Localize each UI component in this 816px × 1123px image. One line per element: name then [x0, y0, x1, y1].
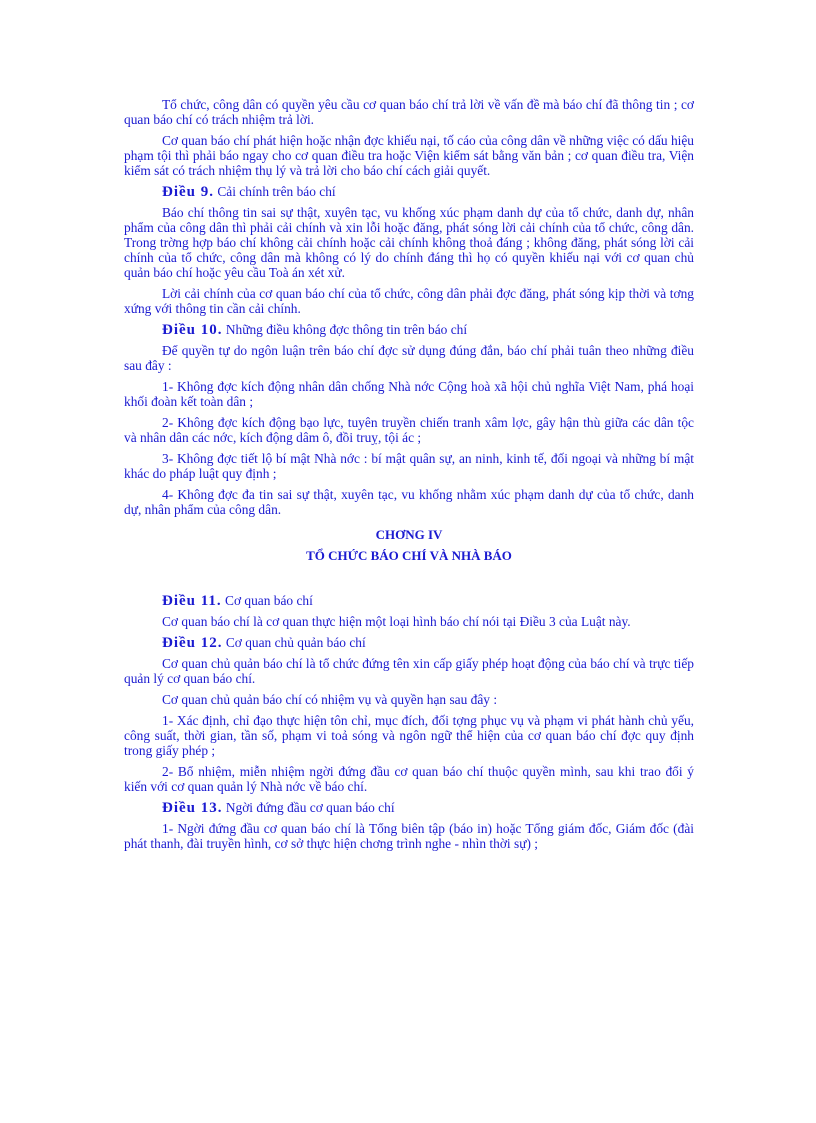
article-title: Những điều không đợc thông tin trên báo chí	[225, 322, 468, 337]
article-number: Điều 9.	[162, 184, 214, 200]
article-11-heading	[124, 593, 694, 609]
article-9-heading	[124, 184, 694, 200]
article-10-heading	[124, 322, 694, 338]
chapter-title: TỔ CHỨC BÁO CHÍ VÀ NHÀ BÁO	[306, 548, 512, 563]
paragraph: Báo chí thông tin sai sự thật, xuyên tạc, vu khống xúc phạm danh dự của tổ chức, danh dự, nhân phẩm của công dân thì phải cải chính và xin lỗi hoặc đăng, phát sóng lời cải chính của tổ chức, công dân. Trong trờng hợp báo chí không cải chính hoặc cải chính không thoả đáng ; không đăng, phát sóng lời cải chính của tổ chức, công dân mà không có lý do chính đáng thì họ có quyền khiếu nại với cơ quan chủ quản báo chí hoặc yêu cầu Toà án xét xử.	[124, 205, 694, 280]
paragraph: Cơ quan báo chí là cơ quan thực hiện một loại hình báo chí nói tại Điều 3 của Luật này.	[162, 614, 631, 629]
document-page	[124, 97, 694, 857]
list-item: 2- Không đợc kích động bạo lực, tuyên truyền chiến tranh xâm lợc, gây hận thù giữa các dân tộc và nhân dân các nớc, kích động dâm ô, đồi truỵ, tội ác ;	[124, 415, 694, 445]
article-title: Cải chính trên báo chí	[217, 184, 336, 199]
paragraph: Lời cải chính của cơ quan báo chí của tổ chức, công dân phải đợc đăng, phát sóng kịp thời và tơng xứng với thông tin cần cải chính.	[124, 286, 694, 316]
article-13-heading	[124, 800, 694, 816]
article-12-heading	[124, 635, 694, 651]
article-number: Điều 11.	[162, 593, 222, 609]
list-item: 4- Không đợc đa tin sai sự thật, xuyên tạc, vu khống nhằm xúc phạm danh dự của tổ chức, danh dự, nhân phẩm của công dân.	[124, 487, 694, 517]
paragraph: Cơ quan báo chí phát hiện hoặc nhận đợc khiếu nại, tố cáo của công dân về những việc có dấu hiệu phạm tội thì phải báo ngay cho cơ quan điều tra hoặc Viện kiểm sát bằng văn bản ; cơ quan điều tra, Viện kiểm sát có trách nhiệm thụ lý và trả lời cho báo chí cách giải quyết.	[124, 133, 694, 178]
list-item: 3- Không đợc tiết lộ bí mật Nhà nớc : bí mật quân sự, an ninh, kinh tế, đối ngoại và những bí mật khác do pháp luật quy định ;	[124, 451, 694, 481]
list-item: 1- Không đợc kích động nhân dân chống Nhà nớc Cộng hoà xã hội chủ nghĩa Việt Nam, phá hoại khối đoàn kết toàn dân ;	[124, 379, 694, 409]
chapter-label: CHƠNG IV	[375, 527, 443, 542]
article-title: Cơ quan chủ quản báo chí	[225, 635, 366, 650]
paragraph: Tổ chức, công dân có quyền yêu cầu cơ quan báo chí trả lời về vấn đề mà báo chí đã thông tin ; cơ quan báo chí có trách nhiệm trả lời.	[124, 97, 694, 127]
list-item: 1- Xác định, chỉ đạo thực hiện tôn chỉ, mục đích, đối tợng phục vụ và phạm vi phát hành chủ yếu, công suất, thời gian, tần số, phạm vi toả sóng và ngôn ngữ thể hiện của cơ quan báo chí đợc quy định trong giấy phép ;	[124, 713, 694, 758]
list-item: 2- Bổ nhiệm, miễn nhiệm ngời đứng đầu cơ quan báo chí thuộc quyền mình, sau khi trao đổi ý kiến với cơ quan quản lý Nhà nớc về báo chí.	[124, 764, 694, 794]
article-number: Điều 12.	[162, 635, 223, 651]
paragraph: Để quyền tự do ngôn luận trên báo chí đợc sử dụng đúng đắn, báo chí phải tuân theo những điều sau đây :	[124, 343, 694, 373]
paragraph: Cơ quan chủ quản báo chí là tổ chức đứng tên xin cấp giấy phép hoạt động của báo chí và trực tiếp quản lý cơ quan báo chí.	[124, 656, 694, 686]
list-item: 1- Ngời đứng đầu cơ quan báo chí là Tổng biên tập (báo in) hoặc Tổng giám đốc, Giám đốc (đài phát thanh, đài truyền hình, cơ sở thực hiện chơng trình nghe - nhìn thời sự) ;	[124, 821, 694, 851]
article-title: Cơ quan báo chí	[225, 593, 313, 608]
article-title: Ngời đứng đầu cơ quan báo chí	[225, 800, 395, 815]
paragraph: Cơ quan chủ quản báo chí có nhiệm vụ và quyền hạn sau đây :	[162, 692, 498, 707]
article-number: Điều 10.	[162, 322, 223, 338]
article-number: Điều 13.	[162, 800, 223, 816]
